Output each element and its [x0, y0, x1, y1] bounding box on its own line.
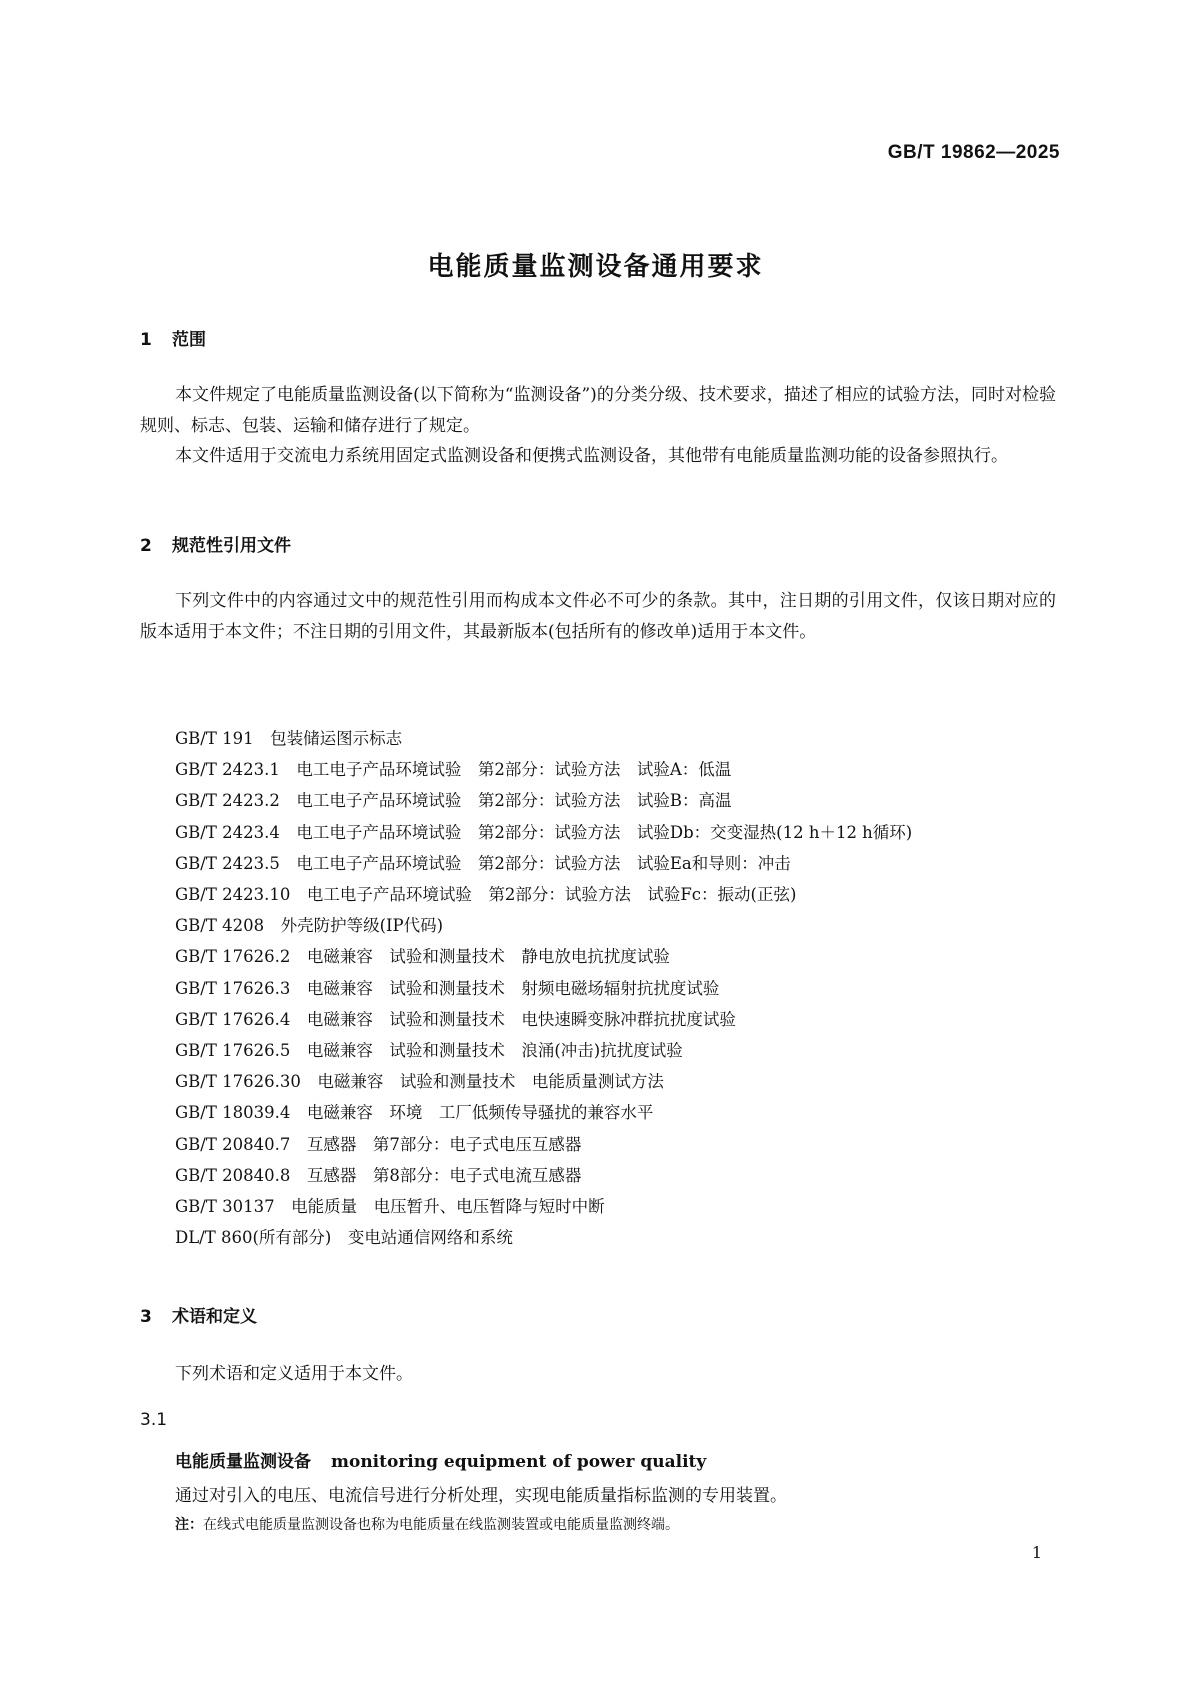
reference-item: GB/T 17626.3 电磁兼容 试验和测量技术 射频电磁场辐射抗扰度试验 [175, 978, 720, 998]
clause-number: 3.1 [140, 1410, 168, 1430]
standard-id: GB/T 19862—2025 [887, 142, 1060, 163]
terms-intro: 下列术语和定义适用于本文件。 [175, 1364, 413, 1384]
section-number: 2 [140, 536, 152, 556]
reference-item: GB/T 2423.2 电工电子产品环境试验 第2部分：试验方法 试验B：高温 [175, 791, 732, 811]
term-entry [175, 1447, 706, 1472]
reference-list [140, 723, 1056, 1253]
scope-paragraph-1: 本文件规定了电能质量监测设备(以下简称为“监测设备”)的分类分级、技术要求，描述了相应的试验方法，同时对检验规则、标志、包装、运输和储存进行了规定。 [140, 385, 1056, 436]
page-number: 1 [1031, 1543, 1042, 1562]
section-title: 范围 [172, 330, 206, 350]
term-definition: 通过对引入的电压、电流信号进行分析处理，实现电能质量指标监测的专用装置。 [175, 1486, 787, 1506]
section-number: 1 [140, 330, 152, 350]
section-title: 术语和定义 [172, 1307, 257, 1327]
reference-item: GB/T 17626.2 电磁兼容 试验和测量技术 静电放电抗扰度试验 [175, 947, 670, 967]
reference-item: GB/T 4208 外壳防护等级(IP代码) [175, 916, 444, 936]
section-2-heading [140, 531, 291, 556]
reference-item: GB/T 191 包装储运图示标志 [175, 729, 403, 748]
section-3-heading [140, 1302, 257, 1327]
section-number: 3 [140, 1307, 152, 1327]
section-title: 规范性引用文件 [172, 536, 291, 556]
note-text: 在线式电能质量监测设备也称为电能质量在线监测装置或电能质量监测终端。 [203, 1517, 679, 1533]
reference-item: GB/T 2423.1 电工电子产品环境试验 第2部分：试验方法 试验A：低温 [175, 760, 732, 780]
section-1-heading [140, 325, 206, 350]
document-title: 电能质量监测设备通用要求 [427, 252, 764, 282]
scope-paragraph-2: 本文件适用于交流电力系统用固定式监测设备和便携式监测设备，其他带有电能质量监测功能的设备参照执行。 [175, 446, 1008, 466]
term-note [175, 1514, 679, 1534]
reference-item: GB/T 18039.4 电磁兼容 环境 工厂低频传导骚扰的兼容水平 [175, 1103, 654, 1123]
reference-item: GB/T 30137 电能质量 电压暂升、电压暂降与短时中断 [175, 1197, 605, 1217]
term-english: monitoring equipment of power quality [331, 1452, 707, 1472]
term-chinese: 电能质量监测设备 [175, 1452, 311, 1472]
reference-item: GB/T 17626.4 电磁兼容 试验和测量技术 电快速瞬变脉冲群抗扰度试验 [175, 1009, 736, 1029]
reference-item: GB/T 17626.5 电磁兼容 试验和测量技术 浪涌(冲击)抗扰度试验 [175, 1041, 683, 1061]
reference-item: GB/T 2423.4 电工电子产品环境试验 第2部分：试验方法 试验Db：交变湿热(12 h＋12 h循环) [175, 822, 913, 842]
reference-item: GB/T 2423.5 电工电子产品环境试验 第2部分：试验方法 试验Ea和导则：冲击 [175, 853, 791, 873]
reference-item: DL/T 860(所有部分) 变电站通信网络和系统 [175, 1228, 513, 1248]
note-label: 注： [175, 1517, 203, 1533]
references-intro: 下列文件中的内容通过文中的规范性引用而构成本文件必不可少的条款。其中，注日期的引用文件，仅该日期对应的版本适用于本文件；不注日期的引用文件，其最新版本(包括所有的修改单)适用于本文件。 [140, 591, 1056, 642]
reference-item: GB/T 20840.8 互感器 第8部分：电子式电流互感器 [175, 1165, 582, 1185]
reference-item: GB/T 2423.10 电工电子产品环境试验 第2部分：试验方法 试验Fc：振动(正弦) [175, 885, 797, 905]
reference-item: GB/T 20840.7 互感器 第7部分：电子式电压互感器 [175, 1134, 582, 1154]
reference-item: GB/T 17626.30 电磁兼容 试验和测量技术 电能质量测试方法 [175, 1072, 664, 1092]
